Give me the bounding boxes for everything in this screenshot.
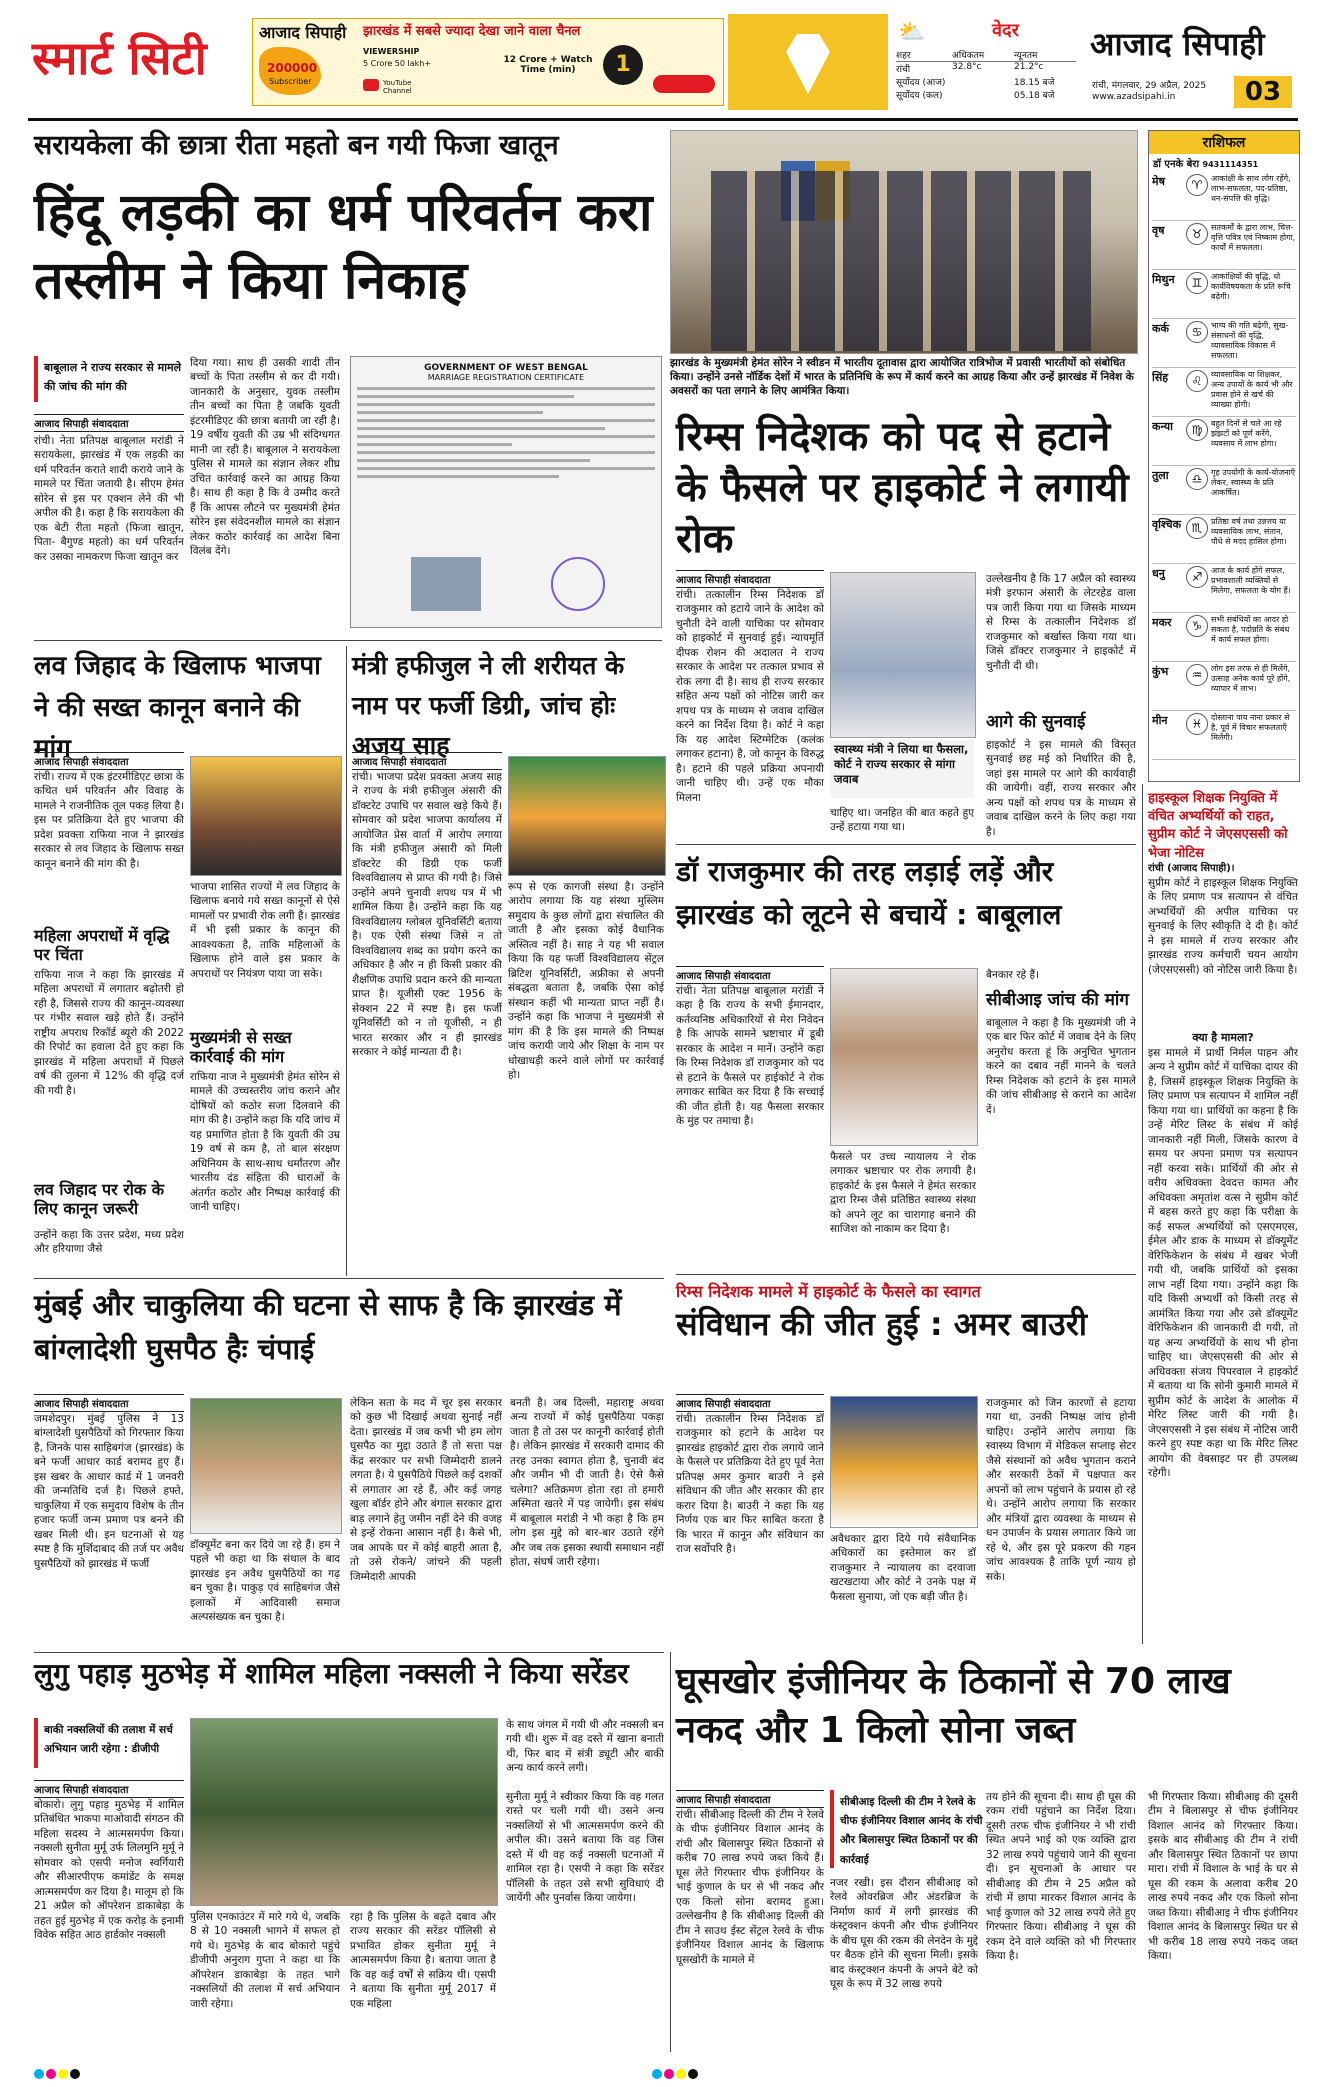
- rashifal-sign-text: आकांक्षियों की वृद्धि, धो कार्यविषयकता के प्रति रूचि बढ़ेगी।: [1211, 272, 1291, 301]
- rashifal-row: [1152, 613, 1296, 662]
- weather-max: 32.8°c: [952, 62, 982, 72]
- masthead: [28, 14, 1298, 114]
- engineer-body4: भी गिरफ्तार किया। सीबीआइ की दूसरी टीम ने बिलासपुर से चीफ इंजीनियर विशाल आनंद को गिरफ्तार किया। इसके बाद सीबीआइ की टीम ने रांची और बिलासपुर स्थित ठिकानों पर छापा मारा। रांची में विशाल के भाई के घर से घूस की रकम के अलावा करीब 20 लाख रुपये नकद और एक किलो सोना जब्त किया। सीबीआइ ने चीफ इंजीनियर विशाल आनंद के बिलासपुर स्थित घर से भी करीब 18 लाख रुपये नकद जब्त किया।: [1148, 1791, 1298, 1963]
- rims-subhead: आगे की सुनवाई: [986, 712, 1086, 732]
- champai-body2: डॉक्यूमेंट बना कर दिये जा रहे हैं। हम ने पहले भी कहा था कि संथाल के बाद झारखंड इन अवैध घुसपैठियों का गढ़ बन चुका है। पाकुड़ एवं साहिबगंज जैसे इलाकों में आदिवासी समाज अल्पसंख्यक बन चुका है।: [190, 1539, 340, 1624]
- rashifal-row: [1152, 319, 1296, 368]
- rashifal-sign-name: तुला: [1152, 469, 1169, 482]
- rashifal-sign-name: मीन: [1152, 714, 1168, 727]
- love-jihad-body3: राफिया नाज ने कहा कि झारखंड में महिला अपराधों में लगातार बढ़ोतरी हो रही है, जिससे राज्य की कानून-व्यवस्था पर गंभीर सवाल खड़े होते हैं। उन्होंने राष्ट्रीय अपराध रिकॉर्ड ब्यूरो की 2022 की रिपोर्ट का हवाला देते हुए कहा कि झारखंड में महिला अपराधों में पिछले वर्ष की तुलना में 12% की वृद्धि दर्ज की गयी है।: [34, 969, 184, 1097]
- rashifal-row: [1152, 515, 1296, 564]
- champai-photo: [190, 1398, 342, 1534]
- rashifal-sign-text: सतकर्मों के द्वारा लाभ, चित्त-वृत्ति पवित्र एवं निष्काम होगा, कार्यों में सफलता।: [1211, 223, 1296, 252]
- love-jihad-body1: रांची। राज्य में एक इंटरमीडिएट छात्रा के कथित धर्म परिवर्तन और विवाह के मामले ने राजनीतिक तूल पकड़ लिया है। इस पर प्रतिक्रिया देते हुए भाजपा की प्रदेश प्रवक्ता राफिया नाज ने झारखंड सरकार से लव जिहाद के खिलाफ सख्त कानून बनाने की मांग की है।: [34, 771, 184, 870]
- teacher-headline: हाइस्कूल शिक्षक नियुक्ति में वंचित अभ्यर्थियों को राहत, सुप्रीम कोर्ट ने जेएसएससी को भेजा नोटिस: [1148, 791, 1288, 861]
- rashifal-sign-text: आज के कार्य होंगे सफल, प्रभावशाली व्यक्तियों से मिलेगा, सफलता के योग हैं।: [1211, 566, 1291, 595]
- rashifal-row: [1152, 417, 1296, 466]
- dateline: रांची, मंगलवार, 29 अप्रैल, 2025: [1092, 81, 1207, 91]
- rashifal-title: राशिफल: [1149, 131, 1299, 154]
- zodiac-icon: ♉: [1186, 223, 1208, 245]
- love-jihad-byline: आजाद सिपाही संवाददाता: [34, 752, 184, 770]
- rashifal-sign-name: कर्क: [1152, 322, 1169, 335]
- rashifal-sign-text: दोस्ताना पाय नाना प्रकार से है, पूर्व में विचार सफलताएँ मिलेंगी।: [1211, 713, 1290, 742]
- engineer-headline: घूसखोर इंजीनियर के ठिकानों से 70 लाख नकद और 1 किलो सोना जब्त: [676, 1661, 1231, 1751]
- rims-headline: रिम्स निदेशक को पद से हटाने के फैसले पर हाइकोर्ट ने लगायी रोक: [676, 414, 1129, 563]
- lead-body-col1: रांची। नेता प्रतिपक्ष बाबूलाल मरांडी ने सरायकेला, झारखंड में एक लड़की का धर्म परिवर्तन कराते शादी कराये जाने के मामले पर चिंता जतायी है। सीएम हेमंत सोरेन से इस पर एक्शन लेने की भी अपील की है। कहा है कि सरायकेला की एक बेटी रीता महतो (फिजा खातून, पिता- बैगुण्ड महतो) का धर्म परिवर्तन कर उसका नामकरण फिजा खातून कर: [34, 435, 184, 563]
- weather-title: वेदर: [992, 20, 1019, 41]
- rashifal-row: [1152, 466, 1296, 515]
- love-jihad-sub2: मुख्यमंत्री से सख्त कार्रवाई की मांग: [190, 1028, 292, 1067]
- cloud-sun-icon: ⛅: [898, 20, 926, 45]
- sunset-value: 05.18 बजे: [1014, 91, 1055, 101]
- page-number: 03: [1234, 76, 1292, 108]
- rashifal-row: [1152, 711, 1296, 760]
- naxal-body2: पुलिस एनकाउंटर में मारे गये थे, जबकि 8 से 10 नक्सली भागने में सफल हो गये थे। मुठभेड़ के बाद बोकारो पहुंचे डीजीपी अनुराग गुप्ता ने कहा था कि ऑपरेशन डाकाबेड़ा के तहत भागे नक्सलियों की तलाश में सर्च अभियान जारी रहेगा।: [190, 1911, 340, 2010]
- dr-rajkumar-photo: [830, 572, 976, 738]
- rims-body-col3: उल्लेखनीय है कि 17 अप्रैल को स्वास्थ्य मंत्री इरफान अंसारी के लेटरहेड वाला पत्र जारी किया गया था जिसके माध्यम से रिम्स के तत्कालीन निदेशक डॉ राजकुमार को बर्खास्त किया गया था। जिसे डॉक्टर राजकुमार ने हाइकोर्ट में चुनौती दी थी।: [986, 573, 1136, 672]
- bauri-kicker: रिम्स निदेशक मामले में हाइकोर्ट के फैसले का स्वागत: [676, 1282, 981, 1301]
- rashifal-row: [1152, 662, 1296, 711]
- naxal-body3: रहा है कि पुलिस के बढ़ते दबाव और राज्य सरकार की सरेंडर पॉलिसी से प्रभावित होकर सुनीता मुर्मू ने आत्मसमर्पण किया है। बताया जाता है कि वह कई वर्षों से सक्रिय थी। एसपी ने बताया कि सुनीता मुर्मू 2017 में एक महिला: [350, 1911, 496, 2010]
- babulal-headline: डॉ राजकुमार की तरह लड़ाई लड़ें और झारखंड को लूटने से बचायें : बाबूलाल: [676, 855, 1062, 932]
- naxal-pullquote: [34, 1718, 184, 1768]
- teacher-body2: इस मामले में प्रार्थी निर्मल पाहन और अन्य ने सुप्रीम कोर्ट में याचिका दायर की है, जिसमें हाइस्कूल शिक्षक नियुक्ति के लिए प्रमाण पत्र सत्यापन में शामिल नहीं किया गया था। प्रार्थियों का कहना है कि उन्हें मेरिट लिस्ट के संबंध में कोई जानकारी नहीं मिली, जिसके कारण वे समय पर अपना प्रमाण पत्र सत्यापन नहीं करवा सके। प्रार्थियों की ओर से वरीय अधिवक्ता देवदत्त कामत और अधिवक्ता अमृतांश वत्स ने सुप्रीम कोर्ट में बहस करते हुए कहा कि परीक्षा के कई सफल अभ्यर्थियों को एसएमएस, ईमेल और डाक के माध्यम से डॉक्यूमेंट वेरिफिकेशन के संबंध में खबर भेजी गयी थी, जबकि प्रार्थियों को इसका लाभ नहीं दिया गया। उन्होंने कहा कि यदि किसी अभ्यर्थी को किसी तरह से आमंत्रित किया गया और उसे डॉक्यूमेंट वेरिफिकेशन की जानकारी दी गयी, तो यह अन्य अभ्यर्थियों के साथ भी होना चाहिए था। जेएसएससी की ओर से अधिवक्ता संजय पिपरवाल ने हाइकोर्ट में बताया था कि सोनी कुमारी मामले में सुप्रीम कोर्ट के आदेश के आलोक में मेरिट लिस्ट जारी की गयी है। जेएसएससी ने इस संबंध में नोटिस जारी करने हुए स्पष्ट कहा था कि मेरिट लिस्ट आयोग की वेबसाइट पर ही उपलब्ध रहेगी।: [1148, 1047, 1298, 1480]
- weather-header-max: अधिकतम: [952, 51, 985, 61]
- love-jihad-body4: राफिया नाज ने मुख्यमंत्री हेमंत सोरेन से मामले की उच्चस्तरीय जांच कराने और दोषियों को कठोर सजा दिलवाने की मांग की है। उन्होंने कहा कि यदि जांच में यह प्रमाणित होता है कि युवती की उम्र 19 वर्ष से कम है, तो बाल संरक्षण अधिनियम के साथ-साथ धर्मांतरण और भारतीय दंड संहिता की धाराओं के अंतर्गत कठोर और निष्पक्ष कार्रवाई की जानी चाहिए।: [190, 1071, 340, 1214]
- doc-subtitle: MARRIAGE REGISTRATION CERTIFICATE: [427, 373, 585, 382]
- ad-subs: 200000: [267, 61, 318, 75]
- channel-ad-banner[interactable]: [252, 18, 724, 106]
- weather-min: 21.2°c: [1014, 62, 1044, 72]
- engineer-body1: रांची। सीबीआइ दिल्ली की टीम ने रेलवे के चीफ इंजीनियर विशाल आनंद के रांची और बिलासपुर स्थित ठिकानों से करीब 70 लाख रुपये जब्त किये हैं। घूस लेते गिरफ्तार चीफ इंजीनियर के भाई कुणाल के घर से भी नकद और एक किलो सोना बरामद हुआ। उल्लेखनीय है कि सीबीआइ दिल्ली की टीम ने साउथ ईस्ट सेंट्रल रेलवे के चीफ इंजीनियर विशाल आनंद के खिलाफ घूसखोरी के मामले में: [676, 1809, 824, 1966]
- babulal-body2: बैनकार रहे हैं।: [986, 969, 1040, 981]
- weather-box: [896, 16, 1076, 110]
- pen-nib-logo: [728, 14, 888, 110]
- lead-byline: आजाद सिपाही संवाददाता: [34, 414, 184, 432]
- ad-viewership-value: 5 Crore 50 lakh+: [363, 59, 432, 68]
- zodiac-icon: ♏: [1186, 517, 1208, 539]
- lead-body-col2: दिया गया। साथ ही उसकी शादी तीन बच्चों के पिता तस्लीम से कर दी गयी। जानकारी के अनुसार, युवक तस्लीम तीन बच्चों का पिता है जबकि युवती इंटरमीडिएट की छात्रा बतायी जा रही है। 19 वर्षीय युवती की उम्र भी संदिग्धगत मानी जा रही है। बाबूलाल ने सरायकेला पुलिस से मामले का संज्ञान लेकर शीघ्र उचित कार्रवाई करने का आग्रह किया है। साथ ही कहा है कि वे उम्मीद करते हैं कि आपस लौटने पर मुख्यमंत्री हेमंत सोरेन इस संवेदनशील मामले का संज्ञान लेकर कठोर कार्रवाई का आदेश बिना विलंब देंगे।: [190, 357, 340, 558]
- weather-header-min: न्यूनतम: [1014, 51, 1038, 61]
- rafia-naz-photo: [190, 756, 342, 876]
- love-jihad-headline: लव जिहाद के खिलाफ भाजपा ने की सख्त कानून बनाने की मांग: [34, 651, 321, 765]
- love-jihad-body5: उन्होंने कहा कि उत्तर प्रदेश, मध्य प्रदेश और हरियाणा जैसे: [34, 1229, 184, 1256]
- lead-pullquote: [34, 356, 194, 402]
- engineer-body3: तय होने की सूचना दी। साथ ही घूस की रकम रांची पहुंचाने का निर्देश दिया। दूसरी तरफ चीफ इंजीनियर ने भी रांची स्थित अपने भाई को एक व्यक्ति द्वारा 32 लाख रुपये पहुंचाये जाने की सूचना दी। इन सूचनाओं के आधार पर सीबीआइ की टीम ने 25 अप्रैल को रांची में छापा मारकर विशाल आनंद के भाई कुणाल को 32 लाख रुपये लेते हुए गिरफ्तार किया। सीबीआइ ने घूस की रकम देने वाले व्यक्ति को भी गिरफ्तार किया है।: [986, 1791, 1136, 1963]
- hafizul-headline: मंत्री हफीजुल ने ली शरीयत के नाम पर फर्जी डिग्री, जांच होः अजय साह: [352, 651, 625, 760]
- rims-body-col2: चाहिए था। जनहित की बात कहते हुए उन्हें हटाया गया था।: [830, 807, 974, 834]
- babulal-subhead: सीबीआइ जांच की मांग: [986, 990, 1129, 1010]
- rims-body-col4: हाइकोर्ट ने इस मामले की विस्तृत सुनवाई छह मई को निर्धारित की है, जहां इस मामले पर आगे की कार्यवाही की जायेगी। वहीं, राज्य सरकार और अन्य पक्षों को शपथ पत्र के माध्यम से जवाब दाखिल करने के लिए कहा गया है।: [986, 739, 1136, 838]
- champai-body1: जमशेदपुर। मुंबई पुलिस ने 13 बांग्लादेशी घुसपैठियों को गिरफ्तार किया है, जिनके पास साहिबगंज (झारखंड) के बने फर्जी आधार कार्ड बरामद हुए हैं। इस खबर के आधार कार्ड में 1 जनवरी की जन्मतिथि दर्ज है। पिछले हफ्ते, चाकुलिया में एक समुदाय विशेष के तीन हजार फर्जी जन्म प्रमाण पत्र बनने की खबर मिली थी। इन घटनाओं से यह स्पष्ट है कि मुर्शिदाबाद की तर्ज पर अवैध घुसपैठियों को झारखंड में फर्जी: [34, 1413, 184, 1570]
- rashifal-sign-name: धनु: [1152, 567, 1165, 580]
- marriage-certificate-image: [350, 356, 662, 628]
- ajay-sah-photo: [508, 756, 666, 876]
- seal-icon: [551, 557, 605, 611]
- rims-byline: आजाद सिपाही संवाददाता: [676, 570, 824, 588]
- zodiac-icon: ♌: [1186, 370, 1208, 392]
- doc-title: GOVERNMENT OF WEST BENGAL: [424, 363, 588, 373]
- engineer-body2: नजर रखी। इस दौरान सीबीआइ को रेलवे ओवरब्रिज और अंडरब्रिज के निर्माण कार्य में लगी झारखंड की कंस्ट्रक्शन कंपनी और चीफ इंजीनियर के बीच घूस की रकम की लेनदेन के मुद्दे पर बैठक होने की सूचना मिली। इसके बाद कंस्ट्रक्शन कंपनी के अपने बेटे को घूस के रूप में 32 लाख रुपये: [830, 1877, 978, 1991]
- hafizul-body2: रूप से एक कागजी संस्था है। उन्होंने आरोप लगाया कि यह संस्था मुस्लिम समुदाय के कुछ लोगों द्वारा संचालित की जाती है और इसका कोई वैधानिक अस्तित्व नहीं है। साह ने यह भी सवाल किया कि यह फर्जी विश्वविद्यालय सेंट्रल ब्रिटिश यूनिवर्सिटी, अफ्रीका से अपनी संबद्धता बताता है, जबकि ऐसा कोई संस्थान कहीं भी मान्यता प्राप्त नहीं है। उन्होंने कहा कि भाजपा ने मुख्यमंत्री से मांग की है कि इस मामले की निष्पक्ष जांच करायी जाये और शिक्षा के नाम पर धोखाधड़ी करने वाले लोगों पर कार्रवाई हो।: [508, 881, 664, 1082]
- ad-brand: आजाद सिपाही: [259, 23, 347, 42]
- babulal-byline: आजाद सिपाही संवाददाता: [676, 966, 824, 984]
- love-jihad-sub3: लव जिहाद पर रोक के लिए कानून जरूरी: [34, 1180, 165, 1219]
- rashifal-sign-text: भाग्य की गति बढ़ेगी, सुख-संसाधनों की वृद्धि, व्यावसायिक विकास में सफलता।: [1211, 321, 1289, 360]
- rashifal-row: [1152, 270, 1296, 319]
- zodiac-icon: ♊: [1186, 272, 1208, 294]
- lead-kicker: सरायकेला की छात्रा रीता महतो बन गयी फिजा खातून: [34, 130, 559, 161]
- bauri-body1: रांची। तत्कालीन रिम्स निदेशक डॉ राजकुमार को हटाने के आदेश पर झारखंड हाइकोर्ट द्वारा रोक लगाये जाने के फैसले पर प्रतिक्रिया देते हुए पूर्व नेता प्रतिपक्ष अमर कुमार बाउरी ने इसे संविधान की जीत और सरकार की हार करार दिया है। बाउरी ने कहा कि यह निर्णय एक बार फिर साबित करता है कि भारत में कानून और संविधान का राज सर्वोपरि है।: [676, 1413, 824, 1556]
- naxal-byline: आजाद सिपाही संवाददाता: [34, 1780, 184, 1798]
- weather-city: रांची: [896, 65, 911, 75]
- sunset-label: सूर्योदय (कल): [896, 91, 943, 101]
- hafizul-body1: रांची। भाजपा प्रदेश प्रवक्ता अजय साह ने राज्य के मंत्री हफीजुल अंसारी की डॉक्टरेट उपाधि पर सवाल खड़े किये हैं। सोमवार को प्रदेश भाजपा कार्यालय में आयोजित प्रेस वार्ता में आरोप लगाया कि मंत्री हफीजुल अंसारी को मिली डॉक्टरेट की डिग्री एक फर्जी विश्वविद्यालय से प्राप्त की गयी है। जिसे उन्होंने अपने चुनावी शपथ पत्र में भी शामिल किया है। उन्होंने कहा कि यह विश्वविद्यालय ग्लोबल यूनिवर्सिटी बताया है। एक ऐसी संस्था जिसे न तो विश्वविद्यालय शब्द का प्रयोग करने का अधिकार है और न ही किसी प्रकार की शैक्षणिक उपाधि प्रदान करने की मान्यता प्राप्त है। यूजीसी एक्ट 1956 के सेक्शन 22 में स्पष्ट है। इस फर्जी यूनिवर्सिटी को न तो यूजीसी, न ही भारत सरकार और न ही झारखंड सरकार ने कोई मान्यता दी है।: [352, 771, 502, 1059]
- rashifal-row: [1152, 368, 1296, 417]
- astrologer-phone: 9431114351: [1202, 160, 1259, 169]
- sunrise-value: 18.15 बजे: [1014, 78, 1055, 88]
- teacher-body1: सुप्रीम कोर्ट ने हाइस्कूल शिक्षक नियुक्ति के लिए प्रमाण पत्र सत्यापन से वंचित अभ्यर्थियों की अपील याचिका पर सुनवाई के लिए स्वीकृति दे दी है। कोर्ट ने इस मामले में राज्य सरकार और झारखंड राज्य कर्मचारी चयन आयोग (जेएसएससी) को नोटिस जारी किया है।: [1148, 877, 1298, 976]
- rashifal-sign-name: सिंह: [1152, 371, 1169, 384]
- naxal-headline: लुगु पहाड़ मुठभेड़ में शामिल महिला नक्सली ने किया सरेंडर: [34, 1657, 629, 1690]
- bauri-byline: आजाद सिपाही संवाददाता: [676, 1394, 824, 1412]
- lead-headline: हिंदू लड़की का धर्म परिवर्तन करा तस्लीम ने किया निकाह: [34, 183, 653, 311]
- rashifal-sign-name: मकर: [1152, 616, 1172, 629]
- zodiac-icon: ♓: [1186, 713, 1208, 735]
- rashifal-sign-text: आकांक्षी के साथ लोग रहेंगे, लाभ-सफलता, पद-प्रतिष्ठा, धन-संपत्ति की वृद्धि।: [1211, 174, 1291, 203]
- cm-sweden-caption: झारखंड के मुख्यमंत्री हेमंत सोरेन ने स्वीडन में भारतीय दूतावास द्वारा आयोजित रात्रिभोज में प्रवासी भारतीयों को संबोधित किया। उन्होंने उनसे नॉर्डिक देशों में भारत के प्रतिनिधि के रूप में कार्य करने का आग्रह किया और उन्हें झारखंड में निवेश के अवसरों का पता लगाने के लिए आमंत्रित किया।: [670, 357, 1134, 398]
- youtube-icon: [363, 79, 379, 91]
- rashifal-sign-name: वृष: [1152, 224, 1165, 237]
- rashifal-row: [1152, 564, 1296, 613]
- rashifal-sign-text: लोग इस तरफ से ही मिलेंगे, उत्साह अनेक कार्य पूरे होंगे, व्यापार में लाभ।: [1211, 664, 1291, 693]
- rims-quote: [830, 740, 974, 798]
- rashifal-list: [1149, 172, 1299, 760]
- zodiac-icon: ♋: [1186, 321, 1208, 343]
- naxal-body5: सुनीता मुर्मू ने स्वीकार किया कि वह गलत रास्ते पर चली गयी थी। उसने अन्य नक्सलियों से भी आत्मसमर्पण करने की अपील की। उसने बताया कि वह जिस दस्ते में थी वह कई नक्सली घटनाओं में शामिल रहा है। एसपी ने कहा कि सरेंडर पॉलिसी के तहत उसे सभी सुविधाएं दी जायेंगी और पुनर्वास किया जायेगा।: [506, 1791, 664, 1905]
- zodiac-icon: ♎: [1186, 468, 1208, 490]
- rashifal-sign-text: सभी संबंधियों का आदर हो सकता है, पदोन्नति के संबंध में कार्य सफल होगा।: [1211, 615, 1290, 644]
- love-jihad-sub1: महिला अपराधों में वृद्धि पर चिंता: [34, 926, 170, 965]
- astrologer-name: डॉ एनके बेरा: [1153, 159, 1200, 170]
- website-link[interactable]: www.azadsipahi.in: [1092, 92, 1176, 102]
- rashifal-sign-text: व्यावसायिक या शिक्षकर, अन्य उपायों के कार्य भी और प्रवास होने से खर्च की व्याख्या होगी।: [1211, 370, 1293, 409]
- section-title: स्मार्ट सिटी: [32, 31, 207, 85]
- rashifal-sign-text: प्रतिष्ठा वर्ष तथा उन्नत्तय या व्यवसायिक लाभ, संतान, पौधे से मदद हासिल होगा।: [1211, 517, 1287, 546]
- champai-headline: मुंबई और चाकुलिया की घटना से साफ है कि झारखंड में बांग्लादेशी घुसपैठ हैः चंपाई: [34, 1288, 622, 1366]
- couple-photo: [411, 557, 481, 611]
- champai-body3: लेकिन सता के मद में चूर इस सरकार को कुछ भी दिखाई अथवा सुनाई नहीं देता। झारखंड में जब कभी भी हम लोग घुसपैठ का मुद्दा उठाते हैं तो सत्ता पक्ष केंद्र सरकार पर सभी जिम्मेदारी डालने लगता है। ये घुसपैठिये पिछले कई दशकों से लगातार आ रहे हैं, और कई जगह खुला बॉर्डर होने और बंगाल सरकार द्वारा बाड़ लगाने हेतु जमीन नहीं देने की वजह से इन्हें रोकना आसान नहीं है। कैसे भी, जब आपके घर में कोई बाहरी आता है, तो उसे रोकने/ जांचने की पहली जिम्मेदारी आपकी: [350, 1397, 502, 1583]
- babulal-body4: फैसले पर उच्च न्यायालय ने रोक लगाकर भ्रष्टाचार पर रोक लगायी है। हाइकोर्ट के इस फैसले ने हेमंत सरकार द्वारा रिम्स जैसे प्रतिष्ठित स्वास्थ्य संस्था को अपने लूट का चारागाह बनाने की साजिश को नाकाम कर दिया है।: [830, 1151, 976, 1236]
- rashifal-sign-name: कन्या: [1152, 420, 1173, 433]
- rashifal-sign-name: मिथुन: [1152, 273, 1175, 286]
- engineer-pullquote-text: सीबीआइ दिल्ली की टीम ने रेलवे के चीफ इंजीनियर विशाल आनंद के रांची और बिलासपुर स्थित ठिकानों पर की कार्रवाई: [840, 1796, 983, 1866]
- rashifal-sign-text: बहुत दिनों से चले आ रहे झंझटों को पूर्ण करेंगे, व्यवसाय में लाभ होगा।: [1211, 419, 1282, 448]
- naxal-body1: बोकारो। लुगु पहाड़ मुठभेड़ में शामिल प्रतिबंधित भाकपा माओवादी संगठन की महिला सदस्य ने आत्मसमर्पण किया। नक्सली सुनीता मुर्मू उर्फ लिलमुनि मुर्मू ने सोमवार को एसपी मनोज स्वर्गियारी और सीआरपीएफ कमांडेंट के समक्ष आत्मसमर्पण कर दिया है। मालूम हो कि 21 अप्रैल को ऑपरेशन डाकाबेड़ा के तहत हुई मुठभेड़ में एक करोड़ के इनामी विवेक सहित आठ हार्डकोर नक्सली: [34, 1799, 184, 1942]
- zodiac-icon: ♍: [1186, 419, 1208, 441]
- love-jihad-body2: भाजपा शासित राज्यों में लव जिहाद के खिलाफ बनाये गये सख्त कानूनों से ऐसे मामलों पर प्रभावी रोक लगी है। झारखंड में भी इसी प्रकार के कानून की आवश्यकता है, ताकि महिलाओं के खिलाफ होने वाले इस प्रकार के अपराधों पर नियंत्रण पाया जा सके।: [190, 881, 340, 980]
- amar-bauri-photo: [830, 1396, 978, 1528]
- teacher-subhead: क्या है मामला?: [1192, 1031, 1254, 1044]
- rashifal-sign-name: कुंभ: [1152, 665, 1169, 678]
- babulal-body3: बाबूलाल ने कहा है कि मुख्यमंत्री जी ने एक बार फिर कोर्ट में जवाब देने के लिए अनुरोध करता हूं कि अनुचित भुगतान करने का दबाव नहीं मानने के चलते रिम्स निदेशक को हटाने के इस मामले की जांच सीबीआइ से कराने का आदेश दें।: [986, 1017, 1136, 1116]
- cm-sweden-photo: [670, 130, 1138, 354]
- zodiac-icon: ♒: [1186, 664, 1208, 686]
- naxal-body4: के साथ जंगल में गयी थी और नक्सली बन गयी थी। शुरू में वह दस्ते में खाना बनाती थी, फिर बाद में संत्री ड्यूटी और बाकी अन्य कार्य करने लगी।: [506, 1719, 664, 1775]
- hafizul-byline: आजाद सिपाही संवाददाता: [352, 752, 502, 770]
- rashifal-sign-name: मेष: [1152, 175, 1165, 188]
- ad-tagline: झारखंड में सबसे ज्यादा देखा जाने वाला चैनल: [363, 24, 581, 39]
- rashifal-row: [1152, 172, 1296, 221]
- naxal-surrender-photo: [190, 1718, 498, 1906]
- bauri-headline: संविधान की जीत हुई : अमर बाउरी: [676, 1305, 1088, 1343]
- bauri-body3: अवैधकार द्वारा दिये गये संवैधानिक अधिकारों का इस्तेमाल कर डॉ राजकुमार ने न्यायालय का दरवाजा खटखटाया और कोर्ट ने उनके पक्ष में फैसला सुनाया, जो एक बड़ी जीत है।: [830, 1533, 976, 1603]
- paper-name: आजाद सिपाही: [1090, 25, 1265, 63]
- ad-watch-time: 12 Crore + Watch Time (min): [503, 55, 593, 75]
- rims-quote-text: स्वास्थ्य मंत्री ने लिया था फैसला, कोर्ट ने राज्य सरकार से मांगा जवाब: [834, 742, 969, 786]
- rashifal-sign-text: गृह उपयोगी के कार्य-योजनाएँ लेकर, स्वास्थ्य के प्रति आकर्षित।: [1211, 468, 1296, 497]
- zodiac-icon: ♐: [1186, 566, 1208, 588]
- rashifal-row: [1152, 221, 1296, 270]
- sunrise-label: सूर्योदय (आज): [896, 78, 946, 88]
- registration-marks: [34, 2064, 1298, 2078]
- ad-youtube-label: YouTube Channel: [383, 79, 412, 95]
- bauri-body2: राजकुमार को जिन कारणों से हटाया गया था, उनकी निष्पक्ष जांच होनी चाहिए। उन्होंने आरोप लगाया कि स्वास्थ्य विभाग में मेडिकल सप्लाइ सेटर जैसे संस्थानों को अवैध भुगतान कराने और सरकारी ठेकों में पक्षपात कर अपनों को लाभ पहुंचाने के प्रयास हो रहे थे। उन्होंने आरोप लगाया कि सरकार और मंत्रियों द्वारा व्यवस्था के माध्यम से धन उपार्जन के प्रयास लगातार किये जा रहे थे, और इस पूरे प्रकरण की गहन जांच आवश्यक है ताकि पूर्ण न्याय हो सके।: [986, 1397, 1136, 1583]
- champai-byline: आजाद सिपाही संवाददाता: [34, 1394, 184, 1412]
- award-badge-icon: 1: [603, 45, 643, 85]
- rashifal-sign-name: वृश्चिक: [1152, 518, 1182, 531]
- engineer-pullquote: [830, 1790, 994, 1868]
- zodiac-icon: ♑: [1186, 615, 1208, 637]
- teacher-byline: रांची (आजाद सिपाही)।: [1148, 863, 1235, 874]
- babulal-body1: रांची। नेता प्रतिपक्ष बाबूलाल मरांडी ने कहा है कि राज्य के सभी ईमानदार, कर्तव्यनिष्ठ अधिकारियों से मेरा निवेदन है कि आपके सामने भ्रष्टाचार में डूबी सरकार के आदेश न मानें। उन्होंने कहा कि रिम्स निदेशक डॉ राजकुमार को पद से हटाने के फैसले पर हाईकोर्ट ने रोक लगाकर साबित कर दिया है कि सच्चाई की जीत होती है। यह फैसला सरकार के मुंह पर तमाचा है।: [676, 985, 824, 1128]
- rims-body-col1: रांची। तत्कालीन रिम्स निदेशक डॉ राजकुमार को हटाये जाने के आदेश को चुनौती देने वाली याचिका पर सोमवार को हाइकोर्ट में सुनवाई हुई। न्यायमूर्ति दीपक रोशन की अदालत ने राज्य सरकार के आदेश पर तत्काल प्रभाव से रोक लगा दी है। साथ ही राज्य सरकार सहित अन्य पक्षों को नोटिस जारी कर शपथ पत्र के माध्यम से जवाब दाखिल करने का निर्देश दिया है। कोर्ट ने कहा कि यह आदेश स्टिग्मेटिक (कलंक लगाकर हटाना) है, जो कानून के विरुद्ध है। हटाने की पहले प्रक्रिया अपनायी जानी चाहिए थी। उन्हें एक मौका मिलना: [676, 589, 824, 804]
- babulal-photo: [830, 968, 978, 1146]
- naxal-pullquote-text: बाकी नक्सलियों की तलाश में सर्च अभियान जारी रहेगा : डीजीपी: [44, 1724, 173, 1756]
- weather-header-city: शहर: [896, 51, 911, 61]
- zodiac-icon: ♈: [1186, 174, 1208, 196]
- engineer-byline: आजाद सिपाही संवाददाता: [676, 1790, 824, 1808]
- subscribe-button[interactable]: [653, 75, 715, 93]
- rashifal-box: [1148, 130, 1300, 782]
- lead-pullquote-text: बाबूलाल ने राज्य सरकार से मामले की जांच की मांग की: [44, 361, 182, 394]
- champai-body4: बनती है। जब दिल्ली, महाराष्ट्र अथवा अन्य राज्यों में कोई घुसपैठिया पकड़ा जाता है तो उस पर कानूनी कार्रवाई होती है। लेकिन झारखंड में सरकारी दामाद की तरह उनका स्वागत होता है, चुनावी बंद और जमीन भी दी जाती है। ऐसे कैसे चलेगा? अतिक्रमण होता रहा तो हमारी अस्मिता खतरे में पड़ जायेगी। इस संबंध में बाबूलाल मरांडी ने भी कहा है कि हम लोग इस मुद्दे को बार-बार उठाते रहेंगे और जब तक इसका स्थायी समाधान नहीं होता, संघर्ष जारी रहेगा।: [510, 1397, 664, 1569]
- ad-subs-label: Subscriber: [269, 77, 312, 86]
- ad-viewership-label: VIEWERSHIP: [363, 47, 420, 56]
